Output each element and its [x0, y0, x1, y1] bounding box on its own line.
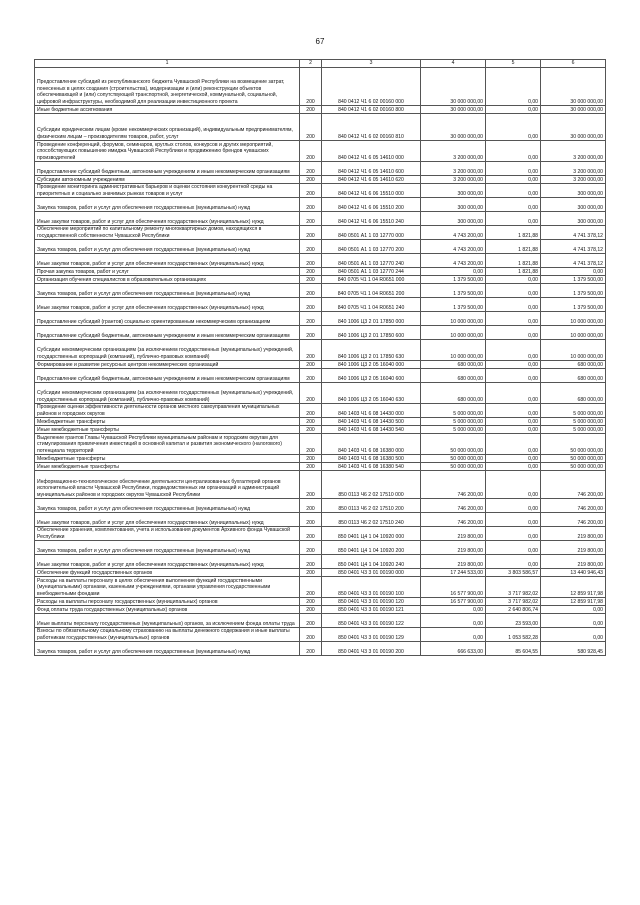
row-name-cell: Субсидии автономным учреждениям [35, 176, 300, 184]
column-number: 4 [421, 60, 486, 68]
row-amount-remaining-cell: 219 800,00 [541, 555, 606, 569]
row-code-cell: 200 [300, 361, 322, 369]
row-amount-approved-cell: 4 743 200,00 [421, 240, 486, 254]
table-row [35, 198, 606, 212]
row-code-cell: 200 [300, 527, 322, 541]
row-amount-approved-cell: 219 800,00 [421, 541, 486, 555]
row-classification-cell: 840 0412 Ч1 6 06 15510 000 [322, 184, 421, 198]
row-name-cell: Межбюджетные трансферты [35, 455, 300, 463]
row-name-cell: Расходы на выплаты персоналу государственных (муниципальных) органов [35, 598, 300, 606]
row-amount-executed-cell: 1 821,88 [486, 226, 541, 240]
row-code-cell: 200 [300, 340, 322, 361]
row-name-cell: Обеспечение хранения, комплектования, учета и использования документов Архивного фонда Чувашской Республики [35, 527, 300, 541]
column-number-row [35, 60, 606, 68]
row-amount-executed-cell: 0,00 [486, 176, 541, 184]
table-row [35, 176, 606, 184]
row-classification-cell: 840 0412 Ч1 6 06 15510 200 [322, 198, 421, 212]
row-classification-cell: 840 0501 А1 1 03 12770 240 [322, 254, 421, 268]
row-amount-approved-cell: 3 200 000,00 [421, 141, 486, 162]
row-amount-remaining-cell: 50 000 000,00 [541, 455, 606, 463]
table-row [35, 527, 606, 541]
row-code-cell: 200 [300, 577, 322, 598]
table-row [35, 114, 606, 141]
row-classification-cell: 840 0412 Ч1 6 05 14610 620 [322, 176, 421, 184]
row-classification-cell: 840 0501 А1 1 03 12770 244 [322, 268, 421, 276]
table-row [35, 471, 606, 499]
row-code-cell: 200 [300, 198, 322, 212]
row-amount-executed-cell: 0,00 [486, 463, 541, 471]
row-amount-remaining-cell: 10 000 000,00 [541, 340, 606, 361]
row-amount-executed-cell: 0,00 [486, 162, 541, 176]
row-amount-executed-cell: 0,00 [486, 184, 541, 198]
row-amount-executed-cell: 0,00 [486, 361, 541, 369]
row-classification-cell: 840 0412 Ч1 6 02 00160 000 [322, 68, 421, 106]
row-amount-executed-cell: 3 803 586,57 [486, 569, 541, 577]
row-classification-cell: 840 0705 Ч1 1 04 R0651 000 [322, 276, 421, 284]
row-classification-cell: 850 0401 Ц4 1 04 10920 200 [322, 541, 421, 555]
table-row [35, 276, 606, 284]
row-amount-remaining-cell: 12 859 917,98 [541, 598, 606, 606]
row-name-cell: Проведение мониторинга административных барьеров и оценки состояния конкурентной среды на приоритетных и социально значимых рынках товаров и услуг [35, 184, 300, 198]
table-row [35, 106, 606, 114]
row-name-cell: Субсидии юридическим лицам (кроме некоммерческих организаций), индивидуальным предпринимателям, физическим лицам – производителям товаров, работ, услуг [35, 114, 300, 141]
row-name-cell: Предоставление субсидий бюджетным, автономным учреждениям и иным некоммерческим организациям [35, 369, 300, 383]
row-classification-cell: 840 1006 Ц3 2 01 17850 000 [322, 312, 421, 326]
row-code-cell: 200 [300, 513, 322, 527]
row-amount-executed-cell: 3 717 982,02 [486, 598, 541, 606]
row-classification-cell: 850 0401 Ч3 3 01 00190 122 [322, 614, 421, 628]
row-classification-cell: 850 0401 Ц4 1 04 10920 000 [322, 527, 421, 541]
row-amount-remaining-cell: 10 000 000,00 [541, 326, 606, 340]
row-name-cell: Межбюджетные трансферты [35, 418, 300, 426]
row-classification-cell: 840 0412 Ч1 6 02 00160 810 [322, 114, 421, 141]
row-code-cell: 200 [300, 499, 322, 513]
row-amount-remaining-cell: 746 200,00 [541, 513, 606, 527]
row-code-cell: 200 [300, 418, 322, 426]
row-amount-remaining-cell: 3 200 000,00 [541, 141, 606, 162]
row-amount-executed-cell: 0,00 [486, 68, 541, 106]
row-amount-executed-cell: 0,00 [486, 555, 541, 569]
row-amount-remaining-cell: 219 800,00 [541, 527, 606, 541]
row-classification-cell: 840 0705 Ч1 1 04 R0651 240 [322, 298, 421, 312]
row-amount-remaining-cell: 0,00 [541, 268, 606, 276]
row-classification-cell: 840 0705 Ч1 1 04 R0651 200 [322, 284, 421, 298]
row-amount-executed-cell: 0,00 [486, 212, 541, 226]
row-amount-approved-cell: 5 000 000,00 [421, 418, 486, 426]
budget-table-body [35, 60, 606, 656]
row-classification-cell: 850 0113 Ч6 2 02 17510 240 [322, 513, 421, 527]
table-row [35, 254, 606, 268]
row-amount-remaining-cell: 12 859 917,98 [541, 577, 606, 598]
row-amount-remaining-cell: 5 000 000,00 [541, 418, 606, 426]
row-name-cell: Обеспечение мероприятий по капитальному ремонту многоквартирных домов, находящихся в государственной собственности Чувашской Республики [35, 226, 300, 240]
row-amount-approved-cell: 219 800,00 [421, 555, 486, 569]
row-code-cell: 200 [300, 276, 322, 284]
table-row [35, 268, 606, 276]
row-amount-executed-cell: 23 593,00 [486, 614, 541, 628]
row-code-cell: 200 [300, 312, 322, 326]
row-code-cell: 200 [300, 463, 322, 471]
row-amount-approved-cell: 746 200,00 [421, 513, 486, 527]
row-amount-executed-cell: 0,00 [486, 198, 541, 212]
row-code-cell: 200 [300, 240, 322, 254]
row-amount-approved-cell: 0,00 [421, 614, 486, 628]
row-classification-cell: 840 1006 Ц3 2 05 16040 630 [322, 383, 421, 404]
row-amount-remaining-cell: 680 000,00 [541, 361, 606, 369]
row-amount-approved-cell: 10 000 000,00 [421, 340, 486, 361]
row-amount-approved-cell: 1 379 500,00 [421, 276, 486, 284]
row-name-cell: Проведение оценки эффективности деятельности органов местного самоуправления муниципальных районов и городских округов [35, 404, 300, 418]
row-name-cell: Предоставление субсидий из республиканского бюджета Чувашской Республики на возмещение затрат, понесенных в целях создания (строительства), модернизации и (или) реконструкции объектов обеспечивающей и (или) сопутствующей транспортной, энергетической, коммунальной, социальной, цифровой инфраструктуры, необходимой для реализации инвестиционного проекта [35, 68, 300, 106]
row-code-cell: 200 [300, 268, 322, 276]
row-classification-cell: 850 0401 Ч3 3 01 00190 120 [322, 598, 421, 606]
row-code-cell: 200 [300, 434, 322, 455]
row-classification-cell: 850 0401 Ц4 1 04 10920 240 [322, 555, 421, 569]
table-row [35, 162, 606, 176]
row-classification-cell: 840 0412 Ч1 6 02 00160 800 [322, 106, 421, 114]
row-amount-remaining-cell: 50 000 000,00 [541, 463, 606, 471]
row-name-cell: Иные выплаты персоналу государственных (муниципальных) органов, за исключением фонда оплаты труда [35, 614, 300, 628]
table-row [35, 513, 606, 527]
table-row [35, 312, 606, 326]
row-amount-remaining-cell: 746 200,00 [541, 499, 606, 513]
row-amount-executed-cell: 0,00 [486, 276, 541, 284]
row-amount-executed-cell: 0,00 [486, 541, 541, 555]
row-code-cell: 200 [300, 184, 322, 198]
row-amount-remaining-cell: 680 000,00 [541, 369, 606, 383]
row-amount-executed-cell: 0,00 [486, 340, 541, 361]
row-amount-approved-cell: 30 000 000,00 [421, 106, 486, 114]
table-row [35, 418, 606, 426]
row-amount-executed-cell: 0,00 [486, 527, 541, 541]
row-name-cell: Предоставление субсидий бюджетным, автономным учреждениям и иным некоммерческим организациям [35, 162, 300, 176]
row-amount-remaining-cell: 4 741 378,12 [541, 240, 606, 254]
row-classification-cell: 840 1403 Ч1 6 08 16380 500 [322, 455, 421, 463]
table-row [35, 68, 606, 106]
row-name-cell: Прочая закупка товаров, работ и услуг [35, 268, 300, 276]
row-code-cell: 200 [300, 471, 322, 499]
row-amount-executed-cell: 3 717 982,02 [486, 577, 541, 598]
table-row [35, 361, 606, 369]
table-row [35, 614, 606, 628]
row-code-cell: 200 [300, 555, 322, 569]
row-amount-executed-cell: 0,00 [486, 326, 541, 340]
row-amount-executed-cell: 1 821,88 [486, 254, 541, 268]
row-classification-cell: 840 1006 Ц3 2 05 16040 600 [322, 369, 421, 383]
row-amount-executed-cell: 0,00 [486, 471, 541, 499]
row-amount-remaining-cell: 3 200 000,00 [541, 162, 606, 176]
row-amount-approved-cell: 10 000 000,00 [421, 312, 486, 326]
row-amount-executed-cell: 0,00 [486, 426, 541, 434]
row-amount-approved-cell: 300 000,00 [421, 212, 486, 226]
row-code-cell: 200 [300, 426, 322, 434]
row-code-cell: 200 [300, 326, 322, 340]
row-name-cell: Субсидии некоммерческим организациям (за исключением государственных (муниципальных) учреждений, государственных корпораций (компаний), публично-правовых компаний) [35, 383, 300, 404]
row-classification-cell: 850 0113 Ч6 2 02 17510 000 [322, 471, 421, 499]
row-amount-remaining-cell: 3 200 000,00 [541, 176, 606, 184]
row-amount-approved-cell: 666 633,00 [421, 642, 486, 656]
table-row [35, 598, 606, 606]
page-number: 67 [315, 37, 325, 46]
row-code-cell: 200 [300, 114, 322, 141]
row-amount-approved-cell: 50 000 000,00 [421, 463, 486, 471]
row-amount-remaining-cell: 13 440 946,43 [541, 569, 606, 577]
row-name-cell: Организация обучения специалистов в образовательных организациях [35, 276, 300, 284]
row-name-cell: Закупка товаров, работ и услуг для обеспечения государственных (муниципальных) нужд [35, 284, 300, 298]
table-row [35, 541, 606, 555]
row-code-cell: 200 [300, 541, 322, 555]
row-amount-approved-cell: 680 000,00 [421, 361, 486, 369]
row-code-cell: 200 [300, 455, 322, 463]
table-row [35, 404, 606, 418]
row-amount-approved-cell: 5 000 000,00 [421, 426, 486, 434]
row-amount-executed-cell: 0,00 [486, 383, 541, 404]
row-amount-remaining-cell: 4 741 378,12 [541, 226, 606, 240]
row-classification-cell: 840 1403 Ч1 6 08 14430 500 [322, 418, 421, 426]
table-row [35, 569, 606, 577]
row-name-cell: Закупка товаров, работ и услуг для обеспечения государственных (муниципальных) нужд [35, 499, 300, 513]
table-row [35, 212, 606, 226]
row-amount-executed-cell: 0,00 [486, 455, 541, 463]
row-amount-executed-cell: 0,00 [486, 114, 541, 141]
row-amount-approved-cell: 50 000 000,00 [421, 434, 486, 455]
row-amount-executed-cell: 0,00 [486, 141, 541, 162]
row-amount-approved-cell: 1 379 500,00 [421, 298, 486, 312]
row-classification-cell: 840 1006 Ц3 2 05 16040 000 [322, 361, 421, 369]
row-amount-executed-cell: 0,00 [486, 513, 541, 527]
row-amount-approved-cell: 746 200,00 [421, 499, 486, 513]
row-classification-cell: 840 1403 Ч1 6 08 16380 000 [322, 434, 421, 455]
table-row [35, 499, 606, 513]
row-amount-approved-cell: 5 000 000,00 [421, 404, 486, 418]
table-row [35, 298, 606, 312]
row-amount-remaining-cell: 50 000 000,00 [541, 434, 606, 455]
budget-table [34, 59, 606, 656]
table-row [35, 284, 606, 298]
row-name-cell: Предоставление субсидий бюджетным, автономным учреждениям и иным некоммерческим организациям [35, 326, 300, 340]
row-classification-cell: 840 1403 Ч1 6 08 16380 540 [322, 463, 421, 471]
row-name-cell: Закупка товаров, работ и услуг для обеспечения государственных (муниципальных) нужд [35, 642, 300, 656]
row-name-cell: Выделение грантов Главы Чувашской Республики муниципальным районам и городским округам для стимулирования привлечения инвестиций в основной капитал и развития экономического (налогового) потенциала территорий [35, 434, 300, 455]
row-amount-executed-cell: 2 640 806,74 [486, 606, 541, 614]
row-classification-cell: 840 0412 Ч1 6 06 15510 240 [322, 212, 421, 226]
row-code-cell: 200 [300, 404, 322, 418]
row-classification-cell: 850 0401 Ч3 3 01 00190 100 [322, 577, 421, 598]
row-amount-approved-cell: 17 244 533,00 [421, 569, 486, 577]
row-name-cell: Иные закупки товаров, работ и услуг для обеспечения государственных (муниципальных) нужд [35, 555, 300, 569]
table-row [35, 426, 606, 434]
row-code-cell: 200 [300, 284, 322, 298]
table-row [35, 240, 606, 254]
row-classification-cell: 840 1403 Ч1 6 08 14430 000 [322, 404, 421, 418]
row-amount-executed-cell: 0,00 [486, 418, 541, 426]
row-classification-cell: 840 0501 А1 1 03 12770 000 [322, 226, 421, 240]
table-row [35, 369, 606, 383]
row-name-cell: Иные закупки товаров, работ и услуг для обеспечения государственных (муниципальных) нужд [35, 254, 300, 268]
row-amount-executed-cell: 0,00 [486, 369, 541, 383]
row-amount-approved-cell: 0,00 [421, 606, 486, 614]
table-row [35, 434, 606, 455]
row-amount-approved-cell: 3 200 000,00 [421, 162, 486, 176]
row-amount-remaining-cell: 0,00 [541, 606, 606, 614]
row-amount-approved-cell: 16 577 900,00 [421, 577, 486, 598]
row-code-cell: 200 [300, 254, 322, 268]
table-row [35, 184, 606, 198]
row-amount-remaining-cell: 1 379 500,00 [541, 298, 606, 312]
row-amount-approved-cell: 4 743 200,00 [421, 226, 486, 240]
row-amount-remaining-cell: 0,00 [541, 614, 606, 628]
row-amount-executed-cell: 0,00 [486, 434, 541, 455]
row-amount-remaining-cell: 5 000 000,00 [541, 404, 606, 418]
row-code-cell: 200 [300, 226, 322, 240]
row-amount-executed-cell: 0,00 [486, 312, 541, 326]
row-amount-executed-cell: 1 821,88 [486, 268, 541, 276]
row-amount-approved-cell: 16 577 900,00 [421, 598, 486, 606]
row-amount-remaining-cell: 300 000,00 [541, 198, 606, 212]
row-name-cell: Закупка товаров, работ и услуг для обеспечения государственных (муниципальных) нужд [35, 198, 300, 212]
row-amount-approved-cell: 3 200 000,00 [421, 176, 486, 184]
row-amount-remaining-cell: 0,00 [541, 628, 606, 642]
row-amount-approved-cell: 300 000,00 [421, 184, 486, 198]
row-code-cell: 200 [300, 628, 322, 642]
column-number: 1 [35, 60, 300, 68]
row-amount-approved-cell: 746 200,00 [421, 471, 486, 499]
row-amount-remaining-cell: 746 200,00 [541, 471, 606, 499]
row-name-cell: Информационно-технологическое обеспечение деятельности централизованных бухгалтерий органов исполнительной власти Чувашской Республики, подведомственных им организаций и администраций муниципальных районов и городских округов Чувашской Республики [35, 471, 300, 499]
table-row [35, 577, 606, 598]
row-amount-approved-cell: 0,00 [421, 268, 486, 276]
table-row [35, 383, 606, 404]
row-amount-remaining-cell: 680 000,00 [541, 383, 606, 404]
row-classification-cell: 850 0113 Ч6 2 02 17510 200 [322, 499, 421, 513]
table-row [35, 628, 606, 642]
row-amount-approved-cell: 219 800,00 [421, 527, 486, 541]
row-amount-executed-cell: 1 821,88 [486, 240, 541, 254]
table-row [35, 340, 606, 361]
column-number: 5 [486, 60, 541, 68]
row-classification-cell: 840 0501 А1 1 03 12770 200 [322, 240, 421, 254]
row-name-cell: Иные закупки товаров, работ и услуг для обеспечения государственных (муниципальных) нужд [35, 513, 300, 527]
row-amount-remaining-cell: 4 741 378,12 [541, 254, 606, 268]
row-classification-cell: 850 0401 Ч3 3 01 00190 121 [322, 606, 421, 614]
row-code-cell: 200 [300, 106, 322, 114]
table-row [35, 326, 606, 340]
row-name-cell: Фонд оплаты труда государственных (муниципальных) органов [35, 606, 300, 614]
row-amount-remaining-cell: 30 000 000,00 [541, 114, 606, 141]
row-amount-executed-cell: 0,00 [486, 284, 541, 298]
row-amount-executed-cell: 0,00 [486, 106, 541, 114]
row-code-cell: 200 [300, 212, 322, 226]
row-amount-approved-cell: 30 000 000,00 [421, 68, 486, 106]
table-row [35, 463, 606, 471]
row-amount-approved-cell: 4 743 200,00 [421, 254, 486, 268]
row-code-cell: 200 [300, 598, 322, 606]
table-row [35, 141, 606, 162]
row-amount-approved-cell: 1 379 500,00 [421, 284, 486, 298]
row-name-cell: Расходы на выплаты персоналу в целях обеспечения выполнения функций государственными (муниципальными) органами, казенными учреждениями, органами управления государственными внебюджетными фондами [35, 577, 300, 598]
row-name-cell: Закупка товаров, работ и услуг для обеспечения государственных (муниципальных) нужд [35, 240, 300, 254]
row-code-cell: 200 [300, 642, 322, 656]
row-amount-remaining-cell: 219 800,00 [541, 541, 606, 555]
row-name-cell: Взносы по обязательному социальному страхованию на выплаты денежного содержания и иные выплаты работникам государственных (муниципальных) органов [35, 628, 300, 642]
row-code-cell: 200 [300, 68, 322, 106]
row-amount-executed-cell: 1 053 582,28 [486, 628, 541, 642]
row-name-cell: Иные межбюджетные трансферты [35, 426, 300, 434]
row-amount-remaining-cell: 580 928,45 [541, 642, 606, 656]
row-name-cell: Иные бюджетные ассигнования [35, 106, 300, 114]
row-amount-approved-cell: 680 000,00 [421, 383, 486, 404]
row-code-cell: 200 [300, 606, 322, 614]
row-amount-executed-cell: 0,00 [486, 298, 541, 312]
row-amount-remaining-cell: 30 000 000,00 [541, 106, 606, 114]
row-amount-approved-cell: 50 000 000,00 [421, 455, 486, 463]
row-classification-cell: 840 1006 Ц3 2 01 17850 600 [322, 326, 421, 340]
row-code-cell: 200 [300, 141, 322, 162]
row-name-cell: Проведение конференций, форумов, семинаров, круглых столов, конкурсов и других мероприятий, способствующих повышению имиджа Чувашской Республики и продвижению брендов чувашских производителей [35, 141, 300, 162]
row-amount-approved-cell: 300 000,00 [421, 198, 486, 212]
row-classification-cell: 850 0401 Ч3 3 01 00190 200 [322, 642, 421, 656]
row-name-cell: Иные закупки товаров, работ и услуг для обеспечения государственных (муниципальных) нужд [35, 298, 300, 312]
row-amount-remaining-cell: 10 000 000,00 [541, 312, 606, 326]
row-amount-remaining-cell: 1 379 500,00 [541, 276, 606, 284]
row-name-cell: Субсидии некоммерческим организациям (за исключением государственных (муниципальных) учреждений, государственных корпораций (компаний), публично-правовых компаний) [35, 340, 300, 361]
row-amount-remaining-cell: 5 000 000,00 [541, 426, 606, 434]
table-row [35, 606, 606, 614]
row-code-cell: 200 [300, 614, 322, 628]
row-amount-remaining-cell: 300 000,00 [541, 184, 606, 198]
row-classification-cell: 840 0412 Ч1 6 05 14610 600 [322, 162, 421, 176]
row-amount-executed-cell: 85 604,55 [486, 642, 541, 656]
row-amount-approved-cell: 10 000 000,00 [421, 326, 486, 340]
table-row [35, 455, 606, 463]
row-classification-cell: 840 0412 Ч1 6 05 14610 000 [322, 141, 421, 162]
row-code-cell: 200 [300, 369, 322, 383]
table-row [35, 642, 606, 656]
row-name-cell: Обеспечение функций государственных органов [35, 569, 300, 577]
row-code-cell: 200 [300, 298, 322, 312]
row-code-cell: 200 [300, 569, 322, 577]
column-number: 6 [541, 60, 606, 68]
column-number: 3 [322, 60, 421, 68]
row-code-cell: 200 [300, 383, 322, 404]
row-amount-executed-cell: 0,00 [486, 404, 541, 418]
row-amount-approved-cell: 0,00 [421, 628, 486, 642]
row-code-cell: 200 [300, 176, 322, 184]
row-amount-remaining-cell: 300 000,00 [541, 212, 606, 226]
row-name-cell: Иные закупки товаров, работ и услуг для обеспечения государственных (муниципальных) нужд [35, 212, 300, 226]
row-amount-approved-cell: 30 000 000,00 [421, 114, 486, 141]
row-name-cell: Формирование и развитие ресурсных центров некоммерческих организаций [35, 361, 300, 369]
row-name-cell: Иные межбюджетные трансферты [35, 463, 300, 471]
column-number: 2 [300, 60, 322, 68]
row-classification-cell: 850 0401 Ч3 3 01 00190 129 [322, 628, 421, 642]
row-classification-cell: 840 1006 Ц3 2 01 17850 630 [322, 340, 421, 361]
row-classification-cell: 850 0401 Ч3 3 01 00190 000 [322, 569, 421, 577]
row-amount-remaining-cell: 1 379 500,00 [541, 284, 606, 298]
row-amount-approved-cell: 680 000,00 [421, 369, 486, 383]
table-row [35, 226, 606, 240]
row-amount-remaining-cell: 30 000 000,00 [541, 68, 606, 106]
table-row [35, 555, 606, 569]
row-amount-executed-cell: 0,00 [486, 499, 541, 513]
row-code-cell: 200 [300, 162, 322, 176]
row-name-cell: Закупка товаров, работ и услуг для обеспечения государственных (муниципальных) нужд [35, 541, 300, 555]
row-name-cell: Предоставление субсидий (грантов) социально ориентированным некоммерческим организациям [35, 312, 300, 326]
row-classification-cell: 840 1403 Ч1 6 08 14430 540 [322, 426, 421, 434]
